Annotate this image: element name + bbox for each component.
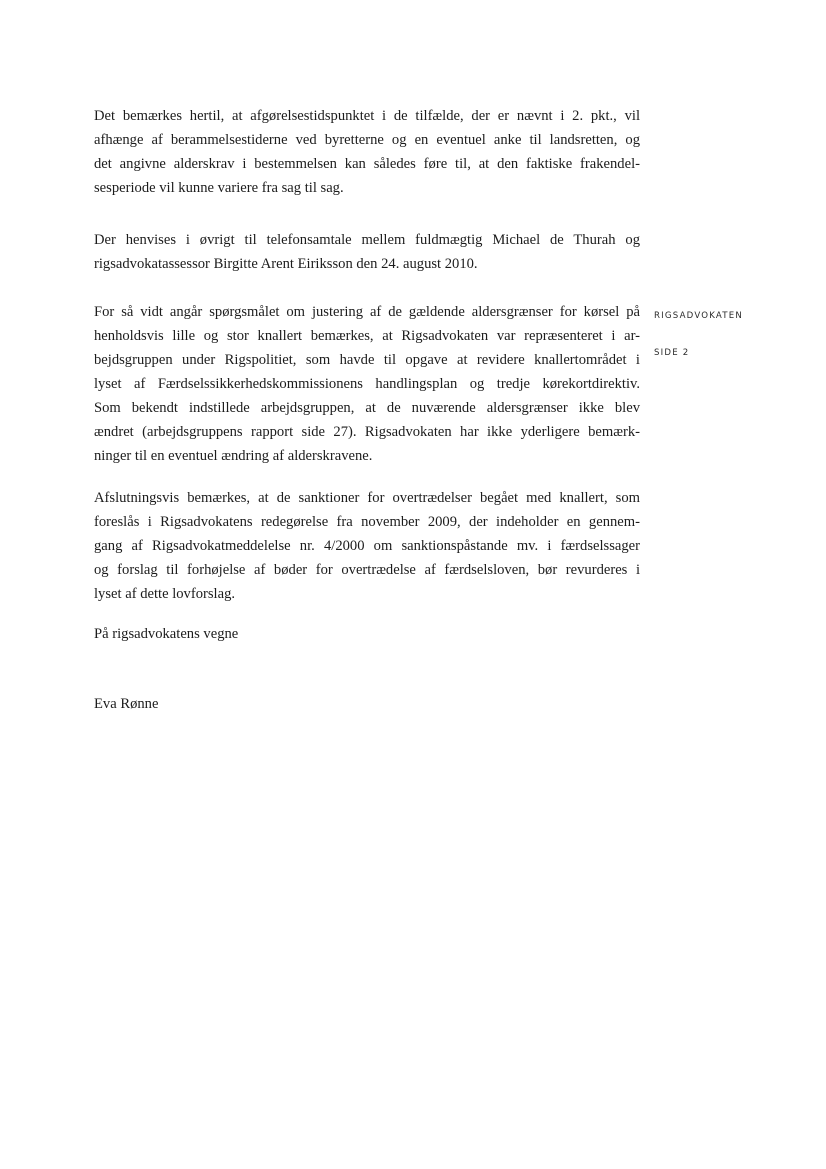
signature-name: Eva Rønne bbox=[94, 696, 159, 712]
paragraph-line: lyset af Færdselssikkerhedskommissionens handlingsplan og tredje kørekortdirektiv. bbox=[94, 376, 640, 392]
paragraph-line: For så vidt angår spørgsmålet om justering af de gældende aldersgrænser for kørsel på bbox=[94, 304, 640, 320]
paragraph-line: det angivne alderskrav i bestemmelsen kan således føre til, at den faktiske frakendel- bbox=[94, 156, 640, 172]
paragraph-line: Det bemærkes hertil, at afgørelsestidspunktet i de tilfælde, der er nævnt i 2. pkt., vil bbox=[94, 108, 640, 124]
closing-line bbox=[94, 622, 640, 646]
paragraph-line: Der henvises i øvrigt til telefonsamtale mellem fuldmægtig Michael de Thurah og bbox=[94, 232, 640, 248]
paragraph-line: Afslutningsvis bemærkes, at de sanktioner for overtrædelser begået med knallert, som bbox=[94, 490, 640, 506]
paragraph-age-limits bbox=[94, 300, 640, 468]
paragraph-line: ninger til en eventuel ændring af alderskravene. bbox=[94, 448, 373, 464]
paragraph-line: bejdsgruppen under Rigspolitiet, som havde til opgave at revidere knallertområdet i bbox=[94, 352, 640, 368]
sidebar-organization: RIGSADVOKATEN bbox=[654, 311, 744, 321]
paragraph-line: sesperiode vil kunne variere fra sag til sag. bbox=[94, 180, 344, 196]
paragraph-sanctions bbox=[94, 486, 640, 606]
paragraph-line: lyset af dette lovforslag. bbox=[94, 586, 236, 602]
paragraph-line: rigsadvokatassessor Birgitte Arent Eiriksson den 24. august 2010. bbox=[94, 256, 478, 272]
closing-text: På rigsadvokatens vegne bbox=[94, 626, 239, 642]
paragraph-line: og forslag til forhøjelse af bøder for overtrædelse af færdselsloven, bør revurderes i bbox=[94, 562, 640, 578]
paragraph-deadline-note bbox=[94, 104, 640, 200]
paragraph-line: afhænge af berammelsestiderne ved byretterne og en eventuel anke til landsretten, og bbox=[94, 132, 640, 148]
signature-block bbox=[94, 692, 640, 716]
paragraph-line: gang af Rigsadvokatmeddelelse nr. 4/2000 om sanktionspåstande mv. i færdselssager bbox=[94, 538, 640, 554]
paragraph-phone-reference bbox=[94, 228, 640, 276]
paragraph-line: Som bekendt indstillede arbejdsgruppen, at de nuværende aldersgrænser ikke blev bbox=[94, 400, 640, 416]
paragraph-line: ændret (arbejdsgruppens rapport side 27). Rigsadvokaten har ikke yderligere bemærk- bbox=[94, 424, 640, 440]
paragraph-line: henholdsvis lille og stor knallert bemærkes, at Rigsadvokaten var repræsenteret i ar- bbox=[94, 328, 640, 344]
sidebar-page-number: SIDE 2 bbox=[654, 348, 690, 358]
paragraph-line: foreslås i Rigsadvokatens redegørelse fra november 2009, der indeholder en gennem- bbox=[94, 514, 640, 530]
